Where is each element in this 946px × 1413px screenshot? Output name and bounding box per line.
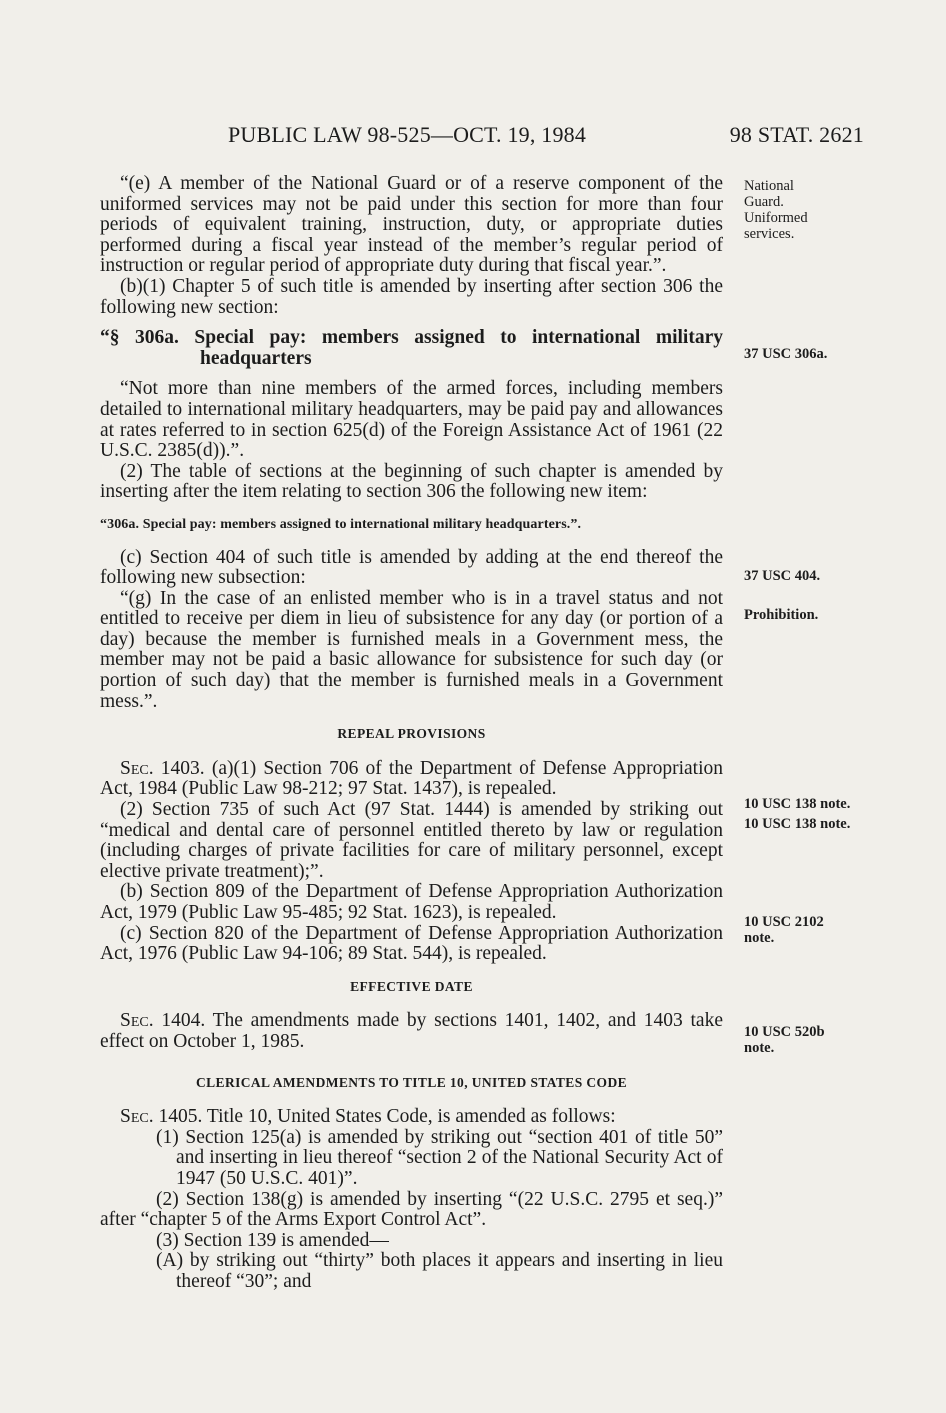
paragraph: (2) Section 138(g) is amended by inserting “(22 U.S.C. 2795 et seq.)” after “chapter 5 of the Arms Export Control Act”. (100, 1188, 723, 1231)
paragraph: (3) Section 139 is amended— (156, 1229, 389, 1251)
paragraph: (1) Section 125(a) is amended by striking out “section 401 of title 50” and inserting in lieu thereof “section 2 of the National Security Act of 1947 (50 U.S.C. 401)”. (156, 1126, 723, 1189)
paragraph: “(e) A member of the National Guard or of a reserve component of the uniformed services may not be paid under this section for more than four periods of equivalent training, instruction, duty, or appropriate duties performed during a fiscal year instead of the member’s regular period of instruction or regular period of appropriate duty during that fiscal year.”. (100, 173, 723, 277)
paragraph: (2) The table of sections at the beginning of such chapter is amended by inserting after the item relating to section 306 the following new item: (100, 460, 723, 503)
sec-label: Sec. (120, 1010, 154, 1032)
margin-note: Prohibition. (744, 607, 819, 623)
paragraph: (b)(1) Chapter 5 of such title is amended by inserting after section 306 the following new section: (100, 275, 723, 318)
heading-repeal-provisions: REPEAL PROVISIONS (337, 726, 486, 742)
margin-note: 37 USC 404. (744, 568, 821, 584)
margin-note: 10 USC 520b note. (744, 1024, 825, 1056)
section-title-306a: “§ 306a. Special pay: members assigned to international military headquarters (100, 327, 723, 369)
paragraph-text: 1405. Title 10, United States Code, is amended as follows: (153, 1106, 616, 1128)
header-title: PUBLIC LAW 98-525—OCT. 19, 1984 (228, 122, 587, 147)
paragraph: (c) Section 820 of the Department of Defense Appropriation Authorization Act, 1976 (Public Law 94-106; 89 Stat. 544), is repealed. (100, 922, 723, 965)
sec-label: Sec. (120, 1106, 154, 1128)
margin-note: 10 USC 138 note. (744, 816, 851, 832)
paragraph: “(g) In the case of an enlisted member who is in a travel status and not entitled to receive per diem in lieu of subsistence for any day (or portion of a day) because the member is furnished meals in a Government mess, the member may not be paid a basic allowance for subsistence for such day (or portion of such day) that the member is furnished meals in a Government mess.”. (100, 587, 723, 712)
paragraph-sec-1404 (100, 1011, 723, 1052)
sec-label: Sec. (120, 757, 154, 779)
paragraph: (c) Section 404 of such title is amended by adding at the end thereof the following new subsection: (100, 546, 723, 589)
header-page-number: 98 STAT. 2621 (729, 122, 864, 147)
table-item-306a: “306a. Special pay: members assigned to international military headquarters.”. (100, 516, 582, 532)
margin-note: 10 USC 2102 note. (744, 914, 824, 946)
paragraph: “Not more than nine members of the armed forces, including members detailed to international military headquarters, may be paid pay and allowances at rates referred to in section 625(d) of the Foreign Assistance Act of 1961 (22 U.S.C. 2385(d)).”. (100, 378, 723, 462)
body-text (100, 174, 723, 1293)
paragraph-text: 1403. (a)(1) Section 706 of the Department of Defense Appropriation Act, 1984 (Public Law 98-212; 97 Stat. 1437), is repealed. (100, 757, 723, 800)
margin-note: 10 USC 138 note. (744, 796, 851, 812)
paragraph: (A) by striking out “thirty” both places it appears and inserting in lieu thereof “30”; and (156, 1250, 723, 1292)
paragraph-sec-1405 (100, 1107, 723, 1128)
paragraph: (b) Section 809 of the Department of Defense Appropriation Authorization Act, 1979 (Public Law 95-485; 92 Stat. 1623), is repealed. (100, 881, 723, 923)
margin-note: 37 USC 306a. (744, 346, 828, 362)
paragraph-text: 1404. The amendments made by sections 1401, 1402, and 1403 take effect on October 1, 1985. (100, 1010, 723, 1052)
heading-clerical-amendments: CLERICAL AMENDMENTS TO TITLE 10, UNITED STATES CODE (195, 1074, 627, 1090)
paragraph: (2) Section 735 of such Act (97 Stat. 1444) is amended by striking out “medical and dental care of personnel entitled thereto by law or regulation (including charges of private facilities for care of military personnel, except elective private treatment);”. (100, 799, 723, 882)
paragraph-sec-1403 (100, 759, 723, 800)
margin-note: National Guard. Uniformed services. (744, 178, 808, 242)
heading-effective-date: EFFECTIVE DATE (350, 978, 473, 994)
